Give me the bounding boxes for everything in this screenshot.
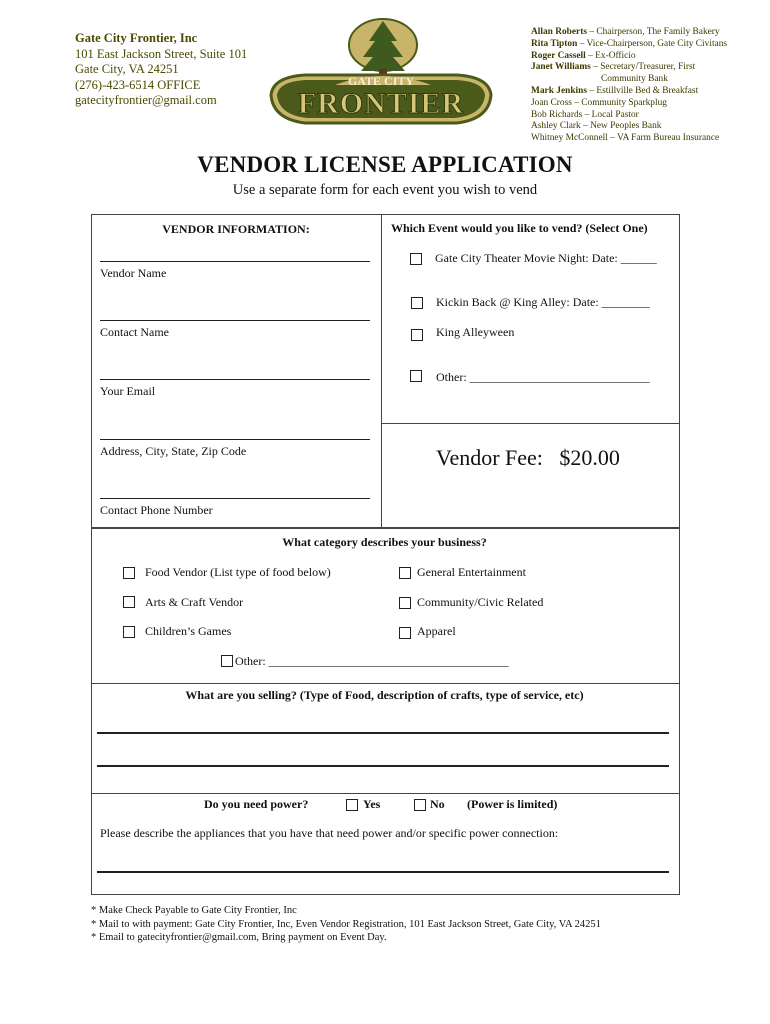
officers-list bbox=[531, 27, 761, 145]
category-checkbox-food[interactable] bbox=[123, 567, 135, 579]
fee-divider bbox=[381, 423, 679, 424]
officer-6: Joan Cross – Community Sparkplug bbox=[531, 97, 667, 108]
event-checkbox-king-alleyween[interactable] bbox=[411, 329, 423, 341]
email-line[interactable] bbox=[100, 379, 370, 380]
email-label: Your Email bbox=[100, 384, 156, 398]
event-checkbox-other[interactable] bbox=[410, 370, 422, 382]
org-name: Gate City Frontier, Inc bbox=[75, 31, 198, 45]
form-title: VENDOR LICENSE APPLICATION bbox=[197, 152, 573, 177]
event-option-kickin-back: Kickin Back @ King Alley: Date: ________ bbox=[436, 295, 650, 309]
category-civic: Community/Civic Related bbox=[417, 595, 544, 609]
contact-name-line[interactable] bbox=[100, 320, 370, 321]
vendor-fee-amount: $20.00 bbox=[559, 445, 620, 470]
officer-8: Ashley Clark – New Peoples Bank bbox=[531, 121, 662, 132]
officer-9: Whitney McConnell – VA Farm Bureau Insurance bbox=[531, 133, 720, 144]
event-option-king-alleyween: King Alleyween bbox=[436, 325, 515, 339]
category-checkbox-entertainment[interactable] bbox=[399, 567, 411, 579]
org-phone: (276)-423-6514 OFFICE bbox=[75, 77, 201, 92]
selling-heading: What are you selling? (Type of Food, description of crafts, type of service, etc) bbox=[185, 688, 584, 702]
category-other: Other: ________________________________________ bbox=[235, 654, 509, 668]
power-question: Do you need power? bbox=[204, 797, 309, 811]
event-option-movie-night: Gate City Theater Movie Night: Date: ______ bbox=[435, 251, 657, 265]
selling-line-1[interactable] bbox=[97, 732, 669, 734]
footer-notes bbox=[91, 904, 601, 945]
category-checkbox-apparel[interactable] bbox=[399, 627, 411, 639]
power-describe-line[interactable] bbox=[97, 871, 669, 873]
officer-2: Roger Cassell – Ex-Officio bbox=[531, 50, 636, 61]
officer-1: Rita Tipton – Vice-Chairperson, Gate City Civitans bbox=[531, 38, 728, 49]
power-no-label: No bbox=[430, 797, 445, 811]
selling-line-2[interactable] bbox=[97, 765, 669, 767]
vendor-name-label: Vendor Name bbox=[100, 266, 167, 280]
power-describe-label: Please describe the appliances that you have that need power and/or specific power connection: bbox=[100, 826, 559, 840]
gate-city-frontier-logo bbox=[265, 15, 497, 133]
tree-icon bbox=[349, 19, 417, 79]
power-note: (Power is limited) bbox=[467, 797, 558, 811]
logo-main-text: FRONTIER bbox=[297, 87, 465, 120]
power-yes-label: Yes bbox=[363, 797, 381, 811]
category-apparel: Apparel bbox=[417, 624, 456, 638]
officer-3: Janet Williams – Secretary/Treasurer, First bbox=[531, 62, 696, 73]
vendor-fee-label: Vendor Fee: bbox=[436, 445, 543, 470]
category-heading: What category describes your business? bbox=[282, 535, 487, 549]
org-info bbox=[75, 31, 247, 109]
power-no-checkbox[interactable] bbox=[414, 799, 426, 811]
contact-name-label: Contact Name bbox=[100, 325, 169, 339]
form-subtitle: Use a separate form for each event you wish to vend bbox=[232, 182, 538, 198]
footer-note-check: * Make Check Payable to Gate City Frontier, Inc bbox=[91, 905, 297, 916]
power-box bbox=[91, 793, 680, 895]
event-checkbox-kickin-back[interactable] bbox=[411, 297, 423, 309]
org-email: gatecityfrontier@gmail.com bbox=[75, 93, 217, 107]
footer-note-email: * Email to gatecityfrontier@gmail.com, Bring payment on Event Day. bbox=[91, 932, 387, 943]
officer-0: Allan Roberts – Chairperson, The Family Bakery bbox=[531, 27, 720, 37]
address-line[interactable] bbox=[100, 439, 370, 440]
org-address1: 101 East Jackson Street, Suite 101 bbox=[75, 46, 248, 61]
officer-3-cont: Community Bank bbox=[601, 74, 668, 85]
vertical-divider bbox=[381, 214, 382, 527]
category-checkbox-arts[interactable] bbox=[123, 596, 135, 608]
category-checkbox-games[interactable] bbox=[123, 626, 135, 638]
power-yes-checkbox[interactable] bbox=[346, 799, 358, 811]
event-option-other: Other: ______________________________ bbox=[436, 370, 650, 384]
officer-5: Mark Jenkins – Estillville Bed & Breakfast bbox=[531, 85, 699, 96]
category-arts: Arts & Craft Vendor bbox=[145, 595, 244, 609]
logo-top-text: GATE CITY bbox=[347, 74, 415, 88]
officer-7: Bob Richards – Local Pastor bbox=[531, 109, 639, 120]
vendor-name-line[interactable] bbox=[100, 261, 370, 262]
org-address2: Gate City, VA 24251 bbox=[75, 62, 179, 76]
vendor-fee bbox=[436, 445, 620, 471]
footer-note-mail: * Mail to with payment: Gate City Frontier, Inc, Even Vendor Registration, 101 East Jackson Street, Gate City, VA 24251 bbox=[91, 918, 601, 930]
vendor-info-heading: VENDOR INFORMATION: bbox=[162, 222, 310, 236]
category-checkbox-civic[interactable] bbox=[399, 597, 411, 609]
category-food: Food Vendor (List type of food below) bbox=[145, 565, 331, 579]
address-label: Address, City, State, Zip Code bbox=[100, 444, 247, 458]
event-heading: Which Event would you like to vend? (Select One) bbox=[391, 221, 648, 235]
category-entertainment: General Entertainment bbox=[417, 565, 526, 579]
phone-label: Contact Phone Number bbox=[100, 503, 213, 517]
category-checkbox-other[interactable] bbox=[221, 655, 233, 667]
event-checkbox-movie-night[interactable] bbox=[410, 253, 422, 265]
phone-line[interactable] bbox=[100, 498, 370, 499]
category-games: Children’s Games bbox=[145, 624, 232, 638]
